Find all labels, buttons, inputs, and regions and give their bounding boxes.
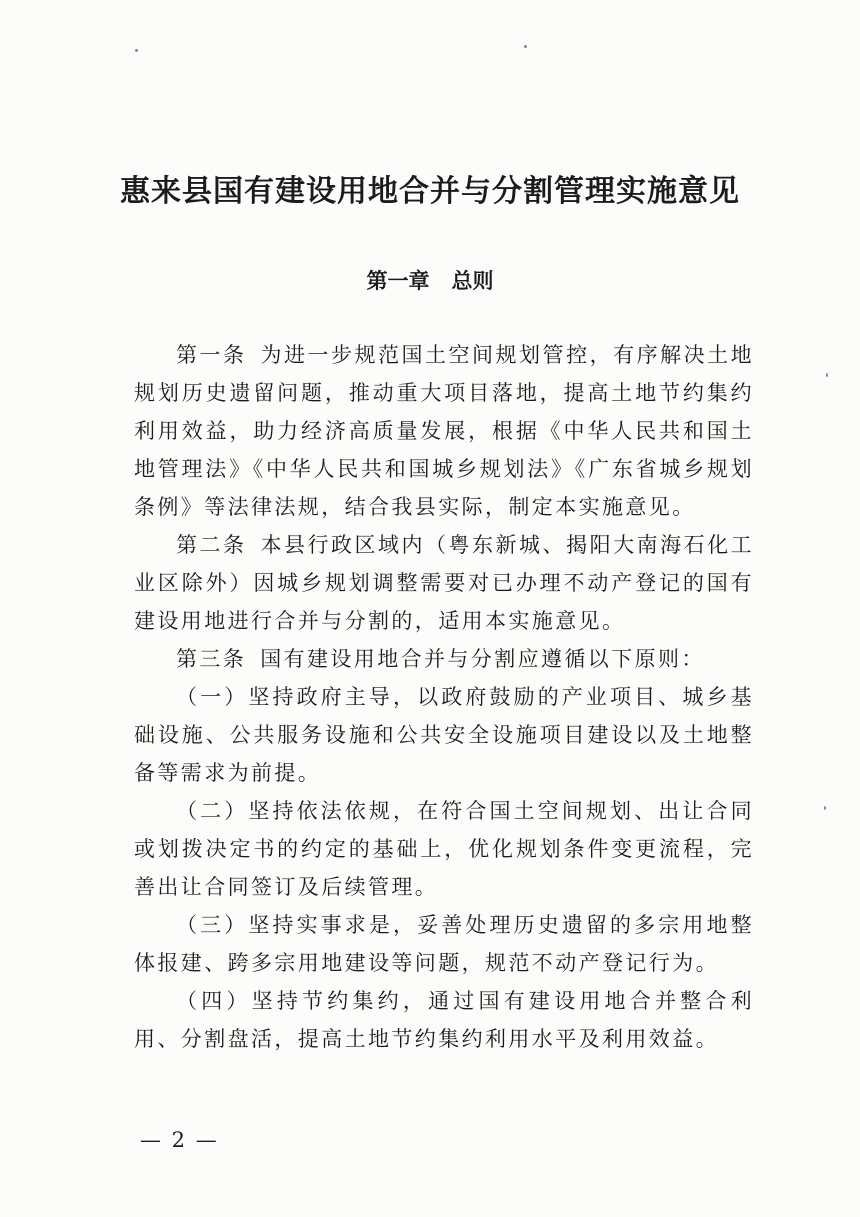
document-title: 惠来县国有建设用地合并与分割管理实施意见: [120, 174, 740, 209]
principle-text: （一）坚持政府主导，以政府鼓励的产业项目、城乡基础设施、公共服务设施和公共安全设施项目建设以及土地整备等需求为前提。: [134, 685, 754, 785]
document-body: [134, 336, 754, 1058]
article-text: 国有建设用地合并与分割应遵循以下原则：: [260, 647, 705, 671]
scan-speck: [826, 373, 828, 377]
article-label: 第一条: [176, 343, 247, 367]
principle-text: （三）坚持实事求是，妥善处理历史遗留的多宗用地整体报建、跨多宗用地建设等问题，规范不动产登记行为。: [134, 913, 754, 975]
scan-speck: [135, 49, 138, 52]
chapter-heading: [0, 266, 860, 296]
article-2: [134, 526, 754, 640]
principle-text: （二）坚持依法依规，在符合国土空间规划、出让合同或划拨决定书的约定的基础上，优化规划条件变更流程，完善出让合同签订及后续管理。: [134, 799, 754, 899]
article-label: 第三条: [176, 647, 247, 671]
chapter-name: 总则: [451, 269, 494, 293]
article-text: 本县行政区域内（粤东新城、揭阳大南海石化工业区除外）因城乡规划调整需要对已办理不动产登记的国有建设用地进行合并与分割的，适用本实施意见。: [134, 533, 754, 633]
article-3: [134, 640, 754, 678]
principle-text: （四）坚持节约集约，通过国有建设用地合并整合利用、分割盘活，提高土地节约集约利用水平及利用效益。: [134, 989, 754, 1051]
principle-3: [134, 906, 754, 982]
article-text: 为进一步规范国土空间规划管控，有序解决土地规划历史遗留问题，推动重大项目落地，提高土地节约集约利用效益，助力经济高质量发展，根据《中华人民共和国土地管理法》《中华人民共和国城乡规划法》《广东省城乡规划条例》等法律法规，结合我县实际，制定本实施意见。: [134, 343, 754, 519]
article-1: [134, 336, 754, 526]
article-label: 第二条: [176, 533, 247, 557]
page-number: — 2 —: [140, 1128, 219, 1152]
principle-2: [134, 792, 754, 906]
principle-4: [134, 982, 754, 1058]
principle-1: [134, 678, 754, 792]
scan-speck: [524, 45, 527, 48]
scan-speck: [824, 806, 826, 810]
chapter-number: 第一章: [366, 269, 430, 293]
